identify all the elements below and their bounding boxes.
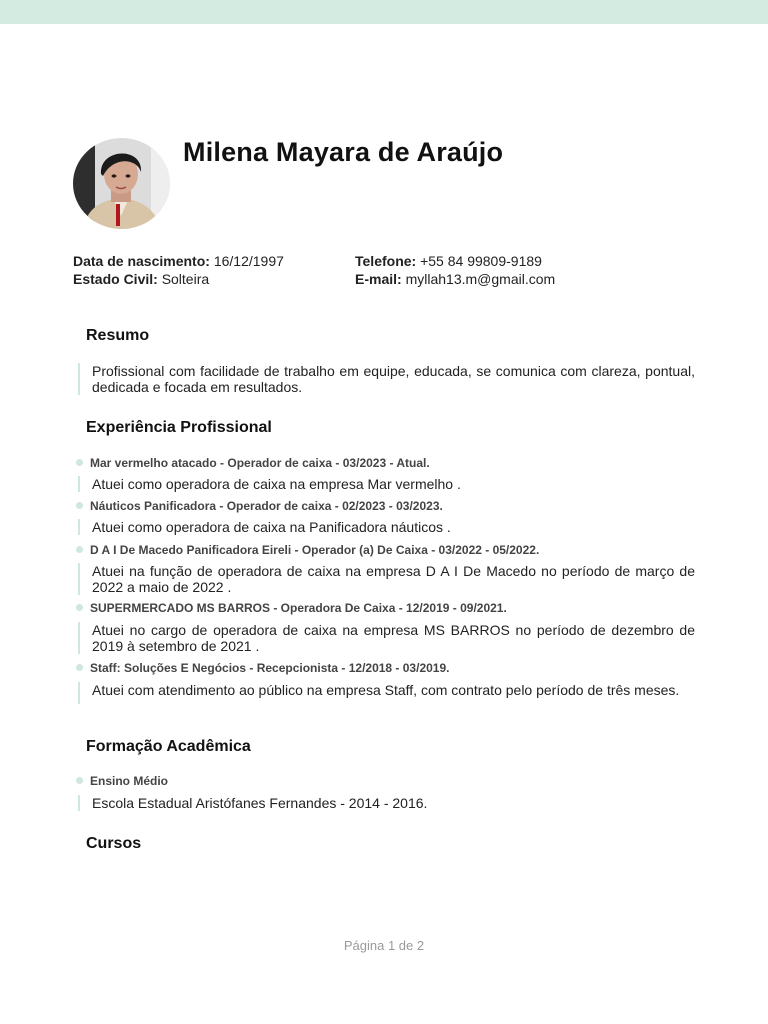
experience-heading: [76, 499, 443, 513]
experience-heading-text: SUPERMERCADO MS BARROS - Operadora De Caixa - 12/2019 - 09/2021.: [90, 601, 507, 615]
profile-photo: [73, 138, 170, 229]
personal-info-left: [73, 252, 284, 288]
education-title: Formação Acadêmica: [86, 738, 251, 755]
timeline-dot: [76, 777, 83, 784]
top-accent-bar: [0, 0, 768, 24]
experience-description: Atuei na função de operadora de caixa na empresa D A I De Macedo no período de março de 2022 a maio de 2022 .: [78, 563, 695, 595]
phone-row: [355, 252, 555, 270]
timeline-dot: [76, 546, 83, 553]
email-row: [355, 270, 555, 288]
birth-date-row: [73, 252, 284, 270]
experience-description: Atuei como operadora de caixa na Panificadora náuticos .: [78, 519, 695, 535]
experience-description: Atuei no cargo de operadora de caixa na empresa MS BARROS no período de dezembro de 2019 à setembro de 2021 .: [78, 622, 695, 654]
experience-heading-text: Mar vermelho atacado - Operador de caixa - 03/2023 - Atual.: [90, 456, 430, 470]
experience-heading-text: Náuticos Panificadora - Operador de caixa - 02/2023 - 03/2023.: [90, 499, 443, 513]
experience-description: Atuei como operadora de caixa na empresa Mar vermelho .: [78, 476, 695, 492]
experience-heading: [76, 456, 430, 470]
timeline-dot: [76, 502, 83, 509]
experience-title: Experiência Profissional: [86, 419, 272, 436]
birth-date-label: Data de nascimento:: [73, 253, 210, 269]
experience-heading: [76, 543, 539, 557]
summary-title: Resumo: [86, 327, 150, 344]
timeline-dot: [76, 664, 83, 671]
email-label: E-mail:: [355, 271, 402, 287]
email-value[interactable]: myllah13.m@gmail.com: [405, 271, 556, 287]
timeline-dot: [76, 604, 83, 611]
phone-label: Telefone:: [355, 253, 417, 269]
experience-description: Atuei com atendimento ao público na empresa Staff, com contrato pelo período de três meses.: [78, 682, 695, 704]
education-heading: [76, 774, 168, 788]
education-description: Escola Estadual Aristófanes Fernandes - 2014 - 2016.: [78, 795, 695, 811]
page-number: Página 1 de 2: [343, 938, 425, 953]
courses-title: Cursos: [86, 835, 142, 852]
experience-heading: [76, 601, 507, 615]
experience-heading: [76, 661, 449, 675]
education-heading-text: Ensino Médio: [90, 774, 168, 788]
summary-text: Profissional com facilidade de trabalho em equipe, educada, se comunica com clareza, pontual, dedicada e focada em resultados.: [78, 363, 695, 395]
timeline-dot: [76, 459, 83, 466]
civil-status-row: [73, 270, 284, 288]
birth-date-value: 16/12/1997: [213, 253, 284, 269]
experience-heading-text: D A I De Macedo Panificadora Eireli - Operador (a) De Caixa - 03/2022 - 05/2022.: [90, 543, 540, 557]
civil-status-label: Estado Civil:: [73, 271, 158, 287]
phone-value: +55 84 99809-9189: [420, 253, 542, 269]
personal-info-right: [355, 252, 555, 288]
experience-heading-text: Staff: Soluções E Negócios - Recepcionista - 12/2018 - 03/2019.: [90, 661, 450, 675]
civil-status-value: Solteira: [161, 271, 210, 287]
candidate-name: Milena Mayara de Araújo: [183, 137, 504, 167]
